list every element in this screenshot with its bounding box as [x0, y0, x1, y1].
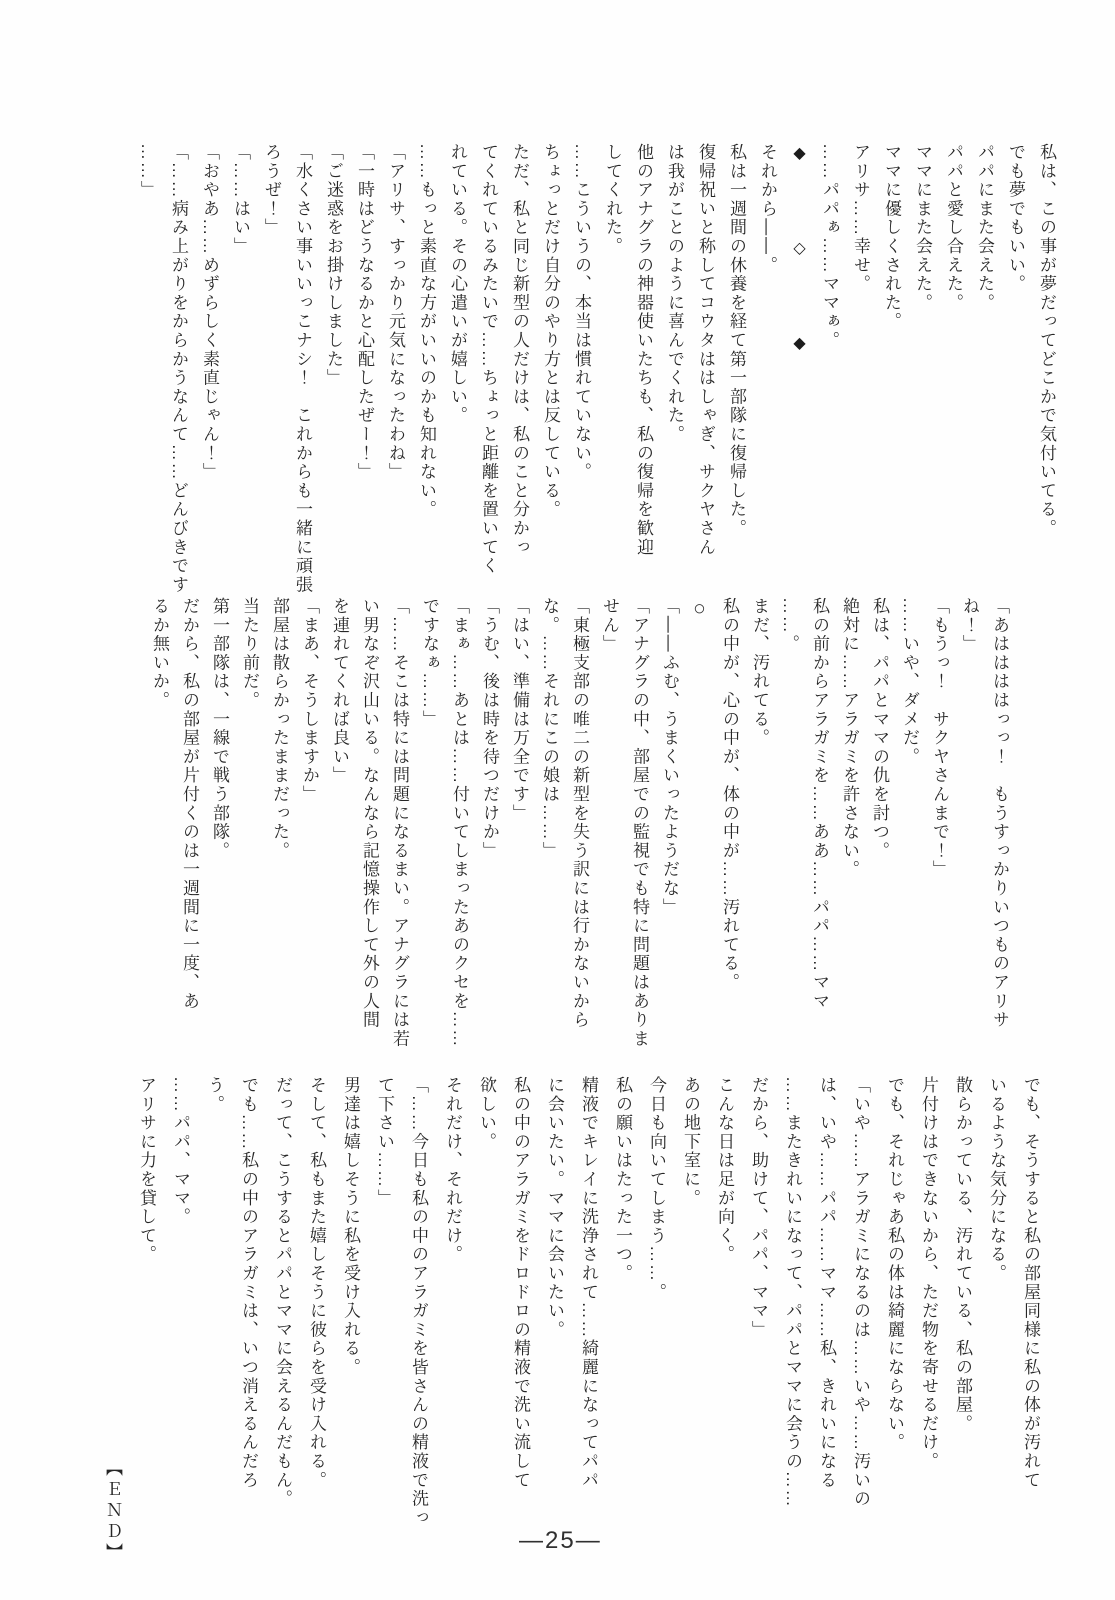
text-line: 「――ふむ、うまくいったようだな」: [660, 597, 679, 917]
text-line: 「はい、準備は万全です」: [510, 597, 529, 823]
text-line: 私は一週間の休養を経て第一部隊に復帰した。: [727, 143, 746, 538]
text-line: それだけ、それだけ。: [443, 1076, 462, 1264]
text-line: 私の願いはたった一つ。: [613, 1076, 632, 1283]
text-line: 私の中のアラガミをドロドロの精液で洗い流して: [511, 1076, 530, 1490]
text-line: でも夢でもいい。: [1006, 143, 1025, 294]
text-line: ママにまた会えた。: [913, 143, 932, 313]
end-marker: 【ＥＮＤ】: [103, 1459, 122, 1564]
text-line: て下さい……」: [375, 1076, 394, 1208]
text-line: 「……そこは特には問題になるまい。アナグラには若: [390, 597, 409, 1049]
text-line: な。……それにこの娘は……」: [540, 597, 559, 861]
page-number: —25—: [519, 1527, 602, 1554]
circle-marker: ○: [688, 597, 711, 622]
text-line: ……パパぁ……ママぁ。: [820, 143, 839, 350]
text-line: に会いたい。ママに会いたい。: [545, 1076, 564, 1340]
text-line: 今日も向いてしまう……。: [647, 1076, 666, 1302]
text-line: 「……病み上がりをからかうなんて……どんびきです: [169, 143, 188, 595]
text-line: 私の前からアラガミを……ああ……パパ……ママ: [810, 597, 829, 1011]
text-line: ろうぜ！」: [262, 143, 281, 237]
text-line: こんな日は足が向く。: [715, 1076, 734, 1264]
text-line: 私は、この事が夢だってどこかで気付いてる。: [1037, 143, 1056, 538]
text-line: 絶対に……アラガミを許さない。: [840, 597, 859, 879]
text-line: ……こういうの、本当は慣れていない。: [572, 143, 591, 482]
text-line: てくれているみたいで……ちょっと距離を置いてく: [479, 143, 498, 576]
text-line: ……パパ、ママ。: [171, 1076, 190, 1227]
text-line: パパにまた会えた。: [975, 143, 994, 313]
text-line: ね！」: [960, 597, 979, 654]
text-line: 散らかっている、汚れている、私の部屋。: [953, 1076, 972, 1434]
text-line: でも……私の中のアラガミは、いつ消えるんだろ: [239, 1076, 258, 1490]
text-line: は、いや……パパ……ママ……私、きれいになる: [817, 1076, 836, 1490]
text-line: あの地下室に。: [681, 1076, 700, 1208]
text-line: ……」: [138, 143, 157, 200]
text-line: ママに優しくされた。: [882, 143, 901, 331]
text-line: それから――。: [758, 143, 777, 275]
text-line: 「まぁ……あとは……付いてしまったあのクセを……: [450, 597, 469, 1049]
text-block-bottom: [95, 1076, 1047, 1564]
text-line: 「……はい」: [231, 143, 250, 256]
text-line: を連れてくれば良い」: [330, 597, 349, 785]
text-line: 私の中が、心の中が、体の中が……汚れてる。: [720, 597, 739, 992]
text-line: だって、こうするとパパとママに会えるんだもん。: [273, 1076, 292, 1509]
text-line: 「まあ、そうしますか」: [300, 597, 319, 804]
text-line: 「アリサ、すっかり元気になったわね」: [386, 143, 405, 482]
text-line: 復帰祝いと称してコウタははしゃぎ、サクヤさん: [696, 143, 715, 557]
text-line: いるような気分になる。: [987, 1076, 1006, 1283]
text-line: 当たり前だ。: [240, 597, 259, 710]
text-line: でも、それじゃあ私の体は綺麗にならない。: [885, 1076, 904, 1452]
text-block-top: [132, 143, 1062, 595]
text-line: ……いや、ダメだ。: [900, 597, 919, 767]
text-line: 私は、パパとママの仇を討つ。: [870, 597, 889, 861]
text-line: 他のアナグラの神器使いたちも、私の復帰を歓迎: [634, 143, 653, 557]
text-line: 「うむ、後は時を待つだけか」: [480, 597, 499, 861]
text-line: ただ、私と同じ新型の人だけは、私のこと分かっ: [510, 143, 529, 557]
text-line: れている。その心遣いが嬉しい。: [448, 143, 467, 425]
text-line: 片付けはできないから、ただ物を寄せるだけ。: [919, 1076, 938, 1471]
text-line: でも、そうすると私の部屋同様に私の体が汚れて: [1021, 1076, 1040, 1490]
text-line: 「あははははっっ！ もうすっかりいつものアリサ: [990, 597, 1009, 1030]
scene-separator: ◆ ◇ ◆: [790, 143, 807, 382]
text-line: だから、私の部屋が片付くのは一週間に一度、あ: [180, 597, 199, 1011]
text-line: 部屋は散らかったままだった。: [270, 597, 289, 861]
text-line: だから、助けて、パパ、ママ」: [749, 1076, 768, 1340]
text-line: ……またきれいになって、パパとママに会うの……: [783, 1076, 802, 1509]
text-line: い男なぞ沢山いる。なんなら記憶操作して外の人間: [360, 597, 379, 1030]
text-line: 「一時はどうなるかと心配したぜー！」: [355, 143, 374, 482]
text-line: 「もうっ！ サクヤさんまで！」: [930, 597, 949, 879]
text-line: ……もっと素直な方がいいのかも知れない。: [417, 143, 436, 519]
text-line: 「ご迷惑をお掛けしました」: [324, 143, 343, 388]
text-line: 「水くさい事いいっこナシ！ これからも一緒に頑張: [293, 143, 312, 595]
text-line: まだ、汚れてる。: [750, 597, 769, 748]
text-line: 「東極支部の唯二の新型を失う訳には行かないから: [570, 597, 589, 1030]
text-line: 「おやあ……めずらしく素直じゃん！」: [200, 143, 219, 482]
text-line: は我がことのように喜んでくれた。: [665, 143, 684, 444]
text-line: 「いや……アラガミになるのは……いや……汚いの: [851, 1076, 870, 1509]
text-line: 第一部隊は、一線で戦う部隊。: [210, 597, 229, 861]
text-line: 「アナグラの中、部屋での監視でも特に問題はありま: [630, 597, 649, 1049]
text-line: アリサ……幸せ。: [851, 143, 870, 294]
text-line: パパと愛し合えた。: [944, 143, 963, 313]
text-line: アリサに力を貸して。: [137, 1076, 156, 1264]
text-line: う。: [205, 1076, 224, 1114]
text-line: ですなぁ……」: [420, 597, 439, 729]
text-line: そして、私もまた嬉しそうに彼らを受け入れる。: [307, 1076, 326, 1490]
text-line: ……。: [780, 597, 799, 654]
text-line: ちょっとだけ自分のやり方とは反している。: [541, 143, 560, 519]
text-line: せん」: [600, 597, 619, 654]
text-line: るか無いか。: [150, 597, 169, 710]
text-line: 「……今日も私の中のアラガミを皆さんの精液で洗っ: [409, 1076, 428, 1528]
text-block-middle: [144, 597, 1014, 1067]
text-line: 男達は嬉しそうに私を受け入れる。: [341, 1076, 360, 1377]
text-line: 欲しい。: [477, 1076, 496, 1152]
text-line: 精液でキレイに洗浄されて……綺麗になってパパ: [579, 1076, 598, 1490]
text-line: してくれた。: [603, 143, 622, 256]
